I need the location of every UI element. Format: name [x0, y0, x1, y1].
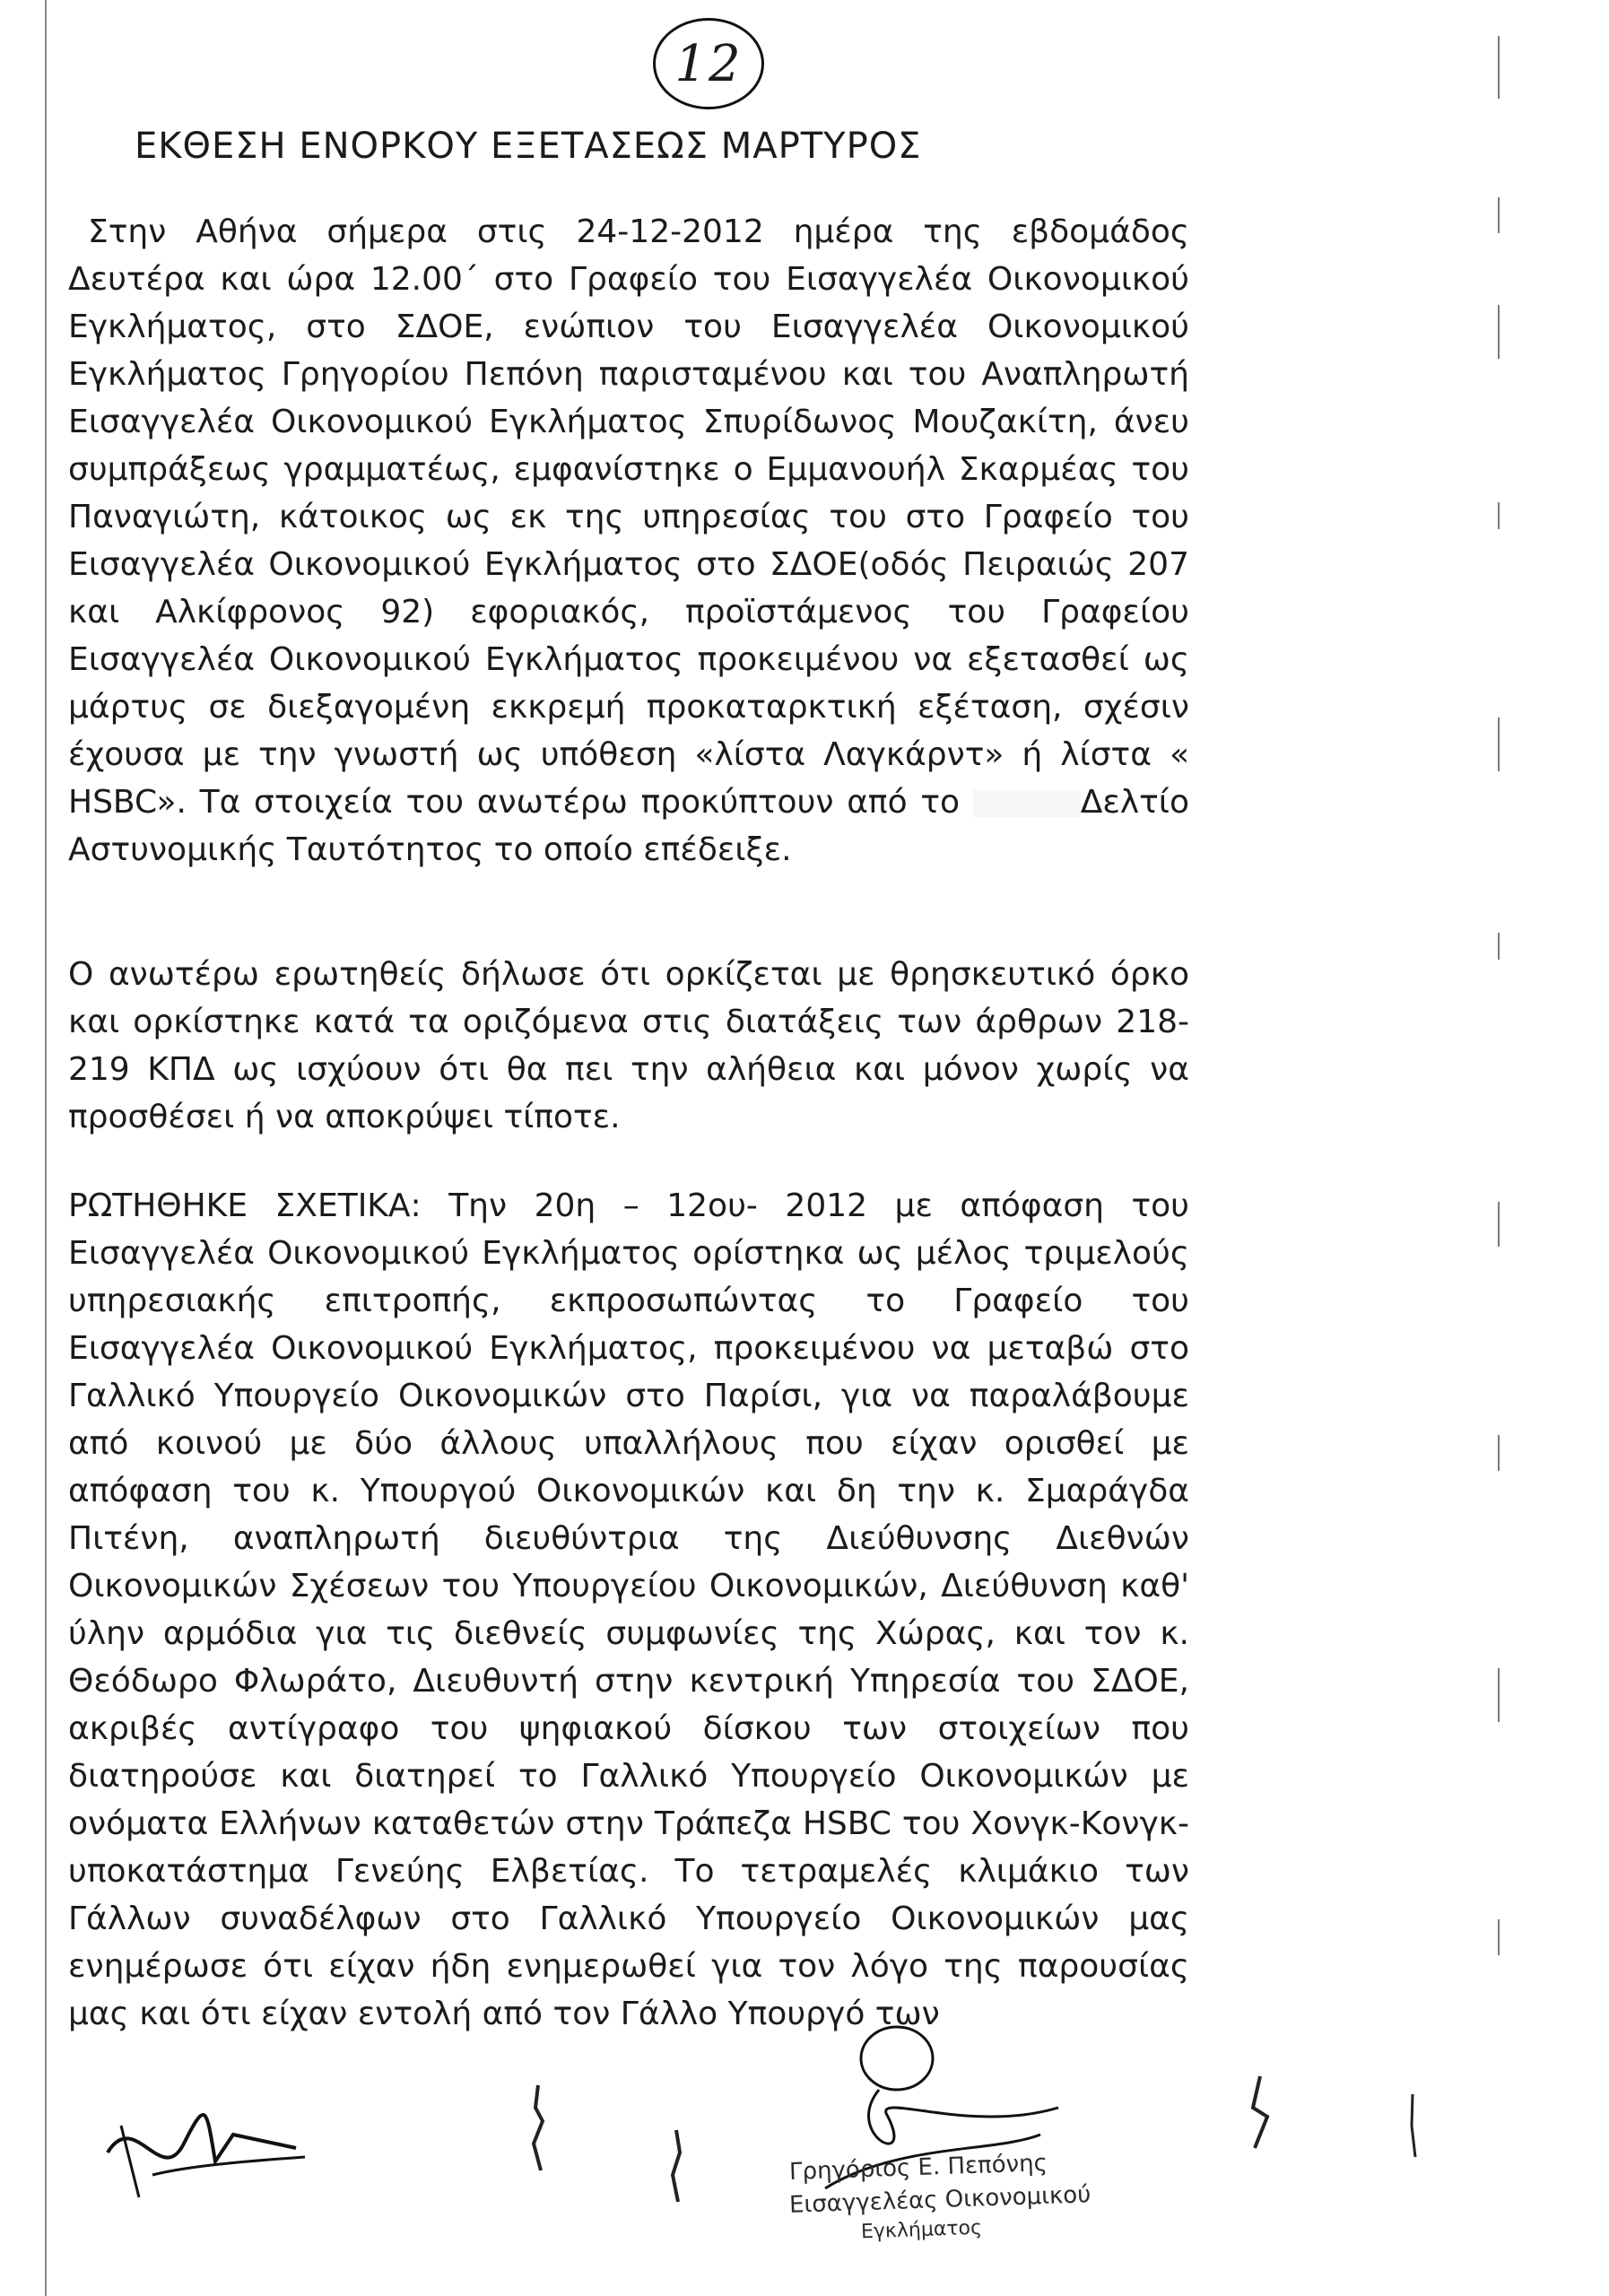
- stamp-title-continued: Εγκλήματος: [860, 2216, 983, 2244]
- stamp-title: Εισαγγελέας Οικονομικού: [788, 2181, 1092, 2219]
- paragraph-text: [68, 1182, 1189, 2038]
- initials-mark-1: [525, 2081, 552, 2179]
- paragraph-oath: [68, 951, 1189, 1141]
- stamp-name: Γρηγόριος Ε. Πεπόνης: [788, 2149, 1048, 2187]
- redacted-area: [973, 790, 1081, 817]
- question-label: ΡΩΤΗΘΗΚΕ ΣΧΕΤΙΚΑ:: [68, 1187, 422, 1224]
- paragraph-text-part-1: Στην Αθήνα σήμερα στις 24-12-2012 ημέρα της εβδομάδος Δευτέρα και ώρα 12.00΄ στο Γραφείο του Εισαγγελέα Οικονομικού Εγκλήματος, στο ΣΔΟΕ, ενώπιον του Εισαγγελέα Οικονομικού Εγκλήματος Γρηγορίου Πεπόνη παρισταμένου και του Αναπληρωτή Εισαγγελέα Οικονομικού Εγκλήματος Σπυρίδωνος Μουζακίτη, άνευ συμπράξεως γραμματέως, εμφανίστηκε ο Εμμανουήλ Σκαρμέας του Παναγιώτη, κάτοικος ως εκ της υπηρεσίας του στο Γραφείο του Εισαγγελέα Οικονομικού Εγκλήματος στο ΣΔΟΕ(οδός Πειραιώς 207 και Αλκίφρονος 92) εφοριακός, προϊστάμενος του Γραφείου Εισαγγελέα Οικονομικού Εγκλήματος προκειμένου να εξετασθεί ως μάρτυς σε διεξαγομένη εκκρεμή προκαταρκτική εξέταση, σχέσιν έχουσα με την γνωστή ως υπόθεση «λίστα Λαγκάρντ» ή λίστα « HSBC». Τα στοιχεία του ανωτέρω προκύπτουν από το: [68, 213, 1189, 821]
- page-left-border: [45, 0, 47, 2296]
- initials-mark-2: [664, 2126, 691, 2206]
- witness-signature: [99, 2090, 314, 2206]
- paragraph-witness-appearance: [68, 208, 1189, 874]
- scan-edge-marks: [1498, 36, 1501, 2099]
- page-number: 12: [674, 34, 743, 93]
- document-title: ΕΚΘΕΣΗ ΕΝΟΡΚΟΥ ΕΞΕΤΑΣΕΩΣ ΜΑΡΤΥΡΟΣ: [135, 126, 922, 167]
- official-stamp: [753, 2144, 1092, 2251]
- testimony-text: Την 20η – 12ου- 2012 με απόφαση του Εισαγγελέα Οικονομικού Εγκλήματος ορίστηκα ως μέλος τριμελούς υπηρεσιακής επιτροπής, εκπροσωπώντας το Γραφείο του Εισαγγελέα Οικονομικού Εγκλήματος, προκειμένου να μεταβώ στο Γαλλικό Υπουργείο Οικονομικών στο Παρίσι, για να παραλάβουμε από κοινού με δύο άλλους υπαλλήλους που είχαν ορισθεί με απόφαση του κ. Υπουργού Οικονομικών και δη την κ. Σμαράγδα Πιτένη, αναπληρωτή διευθύντρια της Διεύθυνσης Διεθνών Οικονομικών Σχέσεων του Υπουργείου Οικονομικών, Διεύθυνση καθ' ύλην αρμόδια για τις διεθνείς συμφωνίες της Χώρας, και τον κ. Θεόδωρο Φλωράτο, Διευθυντή στην κεντρική Υπηρεσία του ΣΔΟΕ, ακριβές αντίγραφο του ψηφιακού δίσκου των στοιχείων που διατηρούσε και διατηρεί το Γαλλικό Υπουργείο Οικονομικών με ονόματα Ελλήνων καταθετών στην Τράπεζα HSBC του Χονγκ-Κονγκ-υποκατάστημα Γενεύης Ελβετίας. Το τετραμελές κλιμάκιο των Γάλλων συναδέλφων στο Γαλλικό Υπουργείο Οικονομικών μας ενημέρωσε ότι είχαν ήδη ενημερωθεί για τον λόγο της παρουσίας μας και ότι είχαν εντολή από τον Γάλλο Υπουργό των: [68, 1187, 1189, 2032]
- paragraph-text-part-2: Δελτίο Αστυνομικής Ταυτότητος το οποίο επέδειξε.: [68, 784, 1189, 868]
- paragraph-text: [68, 208, 1189, 874]
- initials-mark-3: [1242, 2072, 1278, 2152]
- page-number-circled: [653, 18, 764, 109]
- paragraph-text: Ο ανωτέρω ερωτηθείς δήλωσε ότι ορκίζεται με θρησκευτικό όρκο και ορκίστηκε κατά τα οριζόμενα στις διατάξεις των άρθρων 218-219 ΚΠΔ ως ισχύουν ότι θα πει την αλήθεια και μόνον χωρίς να προσθέσει ή να αποκρύψει τίποτε.: [68, 956, 1189, 1135]
- initials-mark-4: [1399, 2090, 1426, 2161]
- paragraph-testimony: [68, 1182, 1189, 2038]
